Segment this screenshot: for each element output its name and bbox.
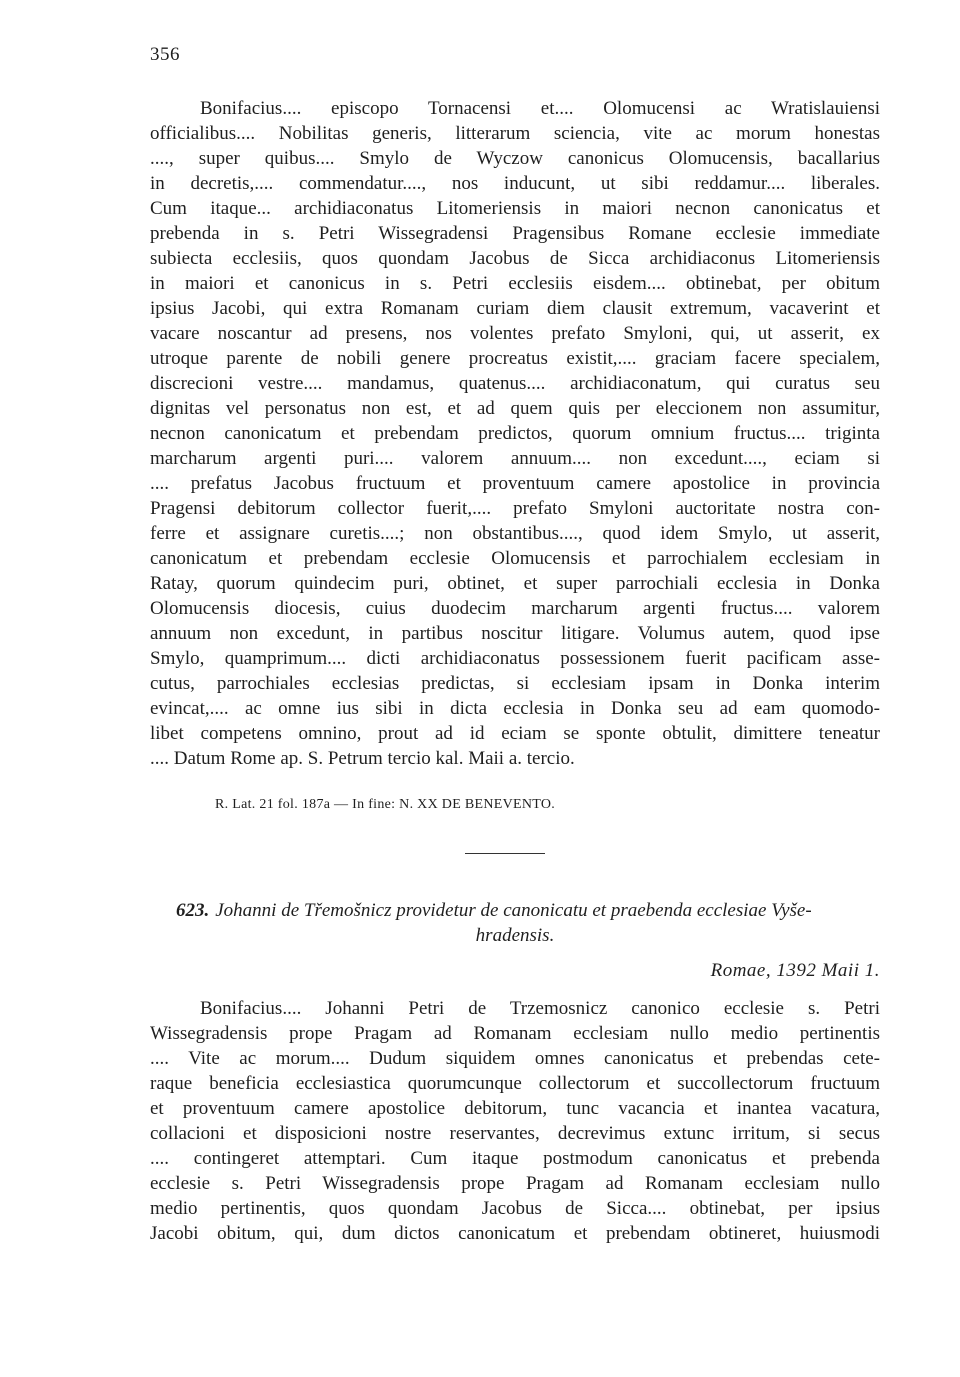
text-line: officialibus.... Nobilitas generis, litterarum sciencia, vite ac morum honestas <box>150 123 880 144</box>
text-line: discrecioni vestre.... mandamus, quatenus.... archidiaconatum, qui curatus seu <box>150 373 880 394</box>
text-line: Bonifacius.... episcopo Tornacensi et.... Olomucensi ac Wratislauiensi <box>200 98 880 119</box>
entry-623-body <box>150 996 880 1246</box>
text-line: ipsius Jacobi, qui extra Romanam curiam diem clausit extremum, vacaverint et <box>150 298 880 319</box>
text-line: medio pertinentis, quos quondam Jacobus de Sicca.... obtinebat, per ipsius <box>150 1198 880 1219</box>
text-line: Olomucensis diocesis, cuius duodecim marcharum argenti fructus.... valorem <box>150 598 880 619</box>
text-line: libet competens omnino, prout ad id eciam se sponte obtulit, dimittere teneatur <box>150 723 880 744</box>
entry-date: Romae, 1392 Maii 1. <box>710 960 880 981</box>
text-line: cutus, parrochiales ecclesias predictas, si ecclesiam ipsam in Donka interim <box>150 673 880 694</box>
entry-title: Johanni de Třemošnicz providetur de canonicatu et praebenda ecclesiae Vyše- <box>215 900 812 921</box>
entry-number: 623. <box>176 900 210 921</box>
text-line: raque beneficia ecclesiastica quorumcunque collectorum et succollectorum fructuum <box>150 1073 880 1094</box>
text-line: prebenda in s. Petri Wissegradensi Pragensibus Romane ecclesie immediate <box>150 223 880 244</box>
entry-title-line <box>150 898 880 923</box>
entry-622-body <box>150 96 880 771</box>
page-number: 356 <box>150 44 180 65</box>
text-line: ferre et assignare curetis....; non obstantibus...., quod idem Smylo, ut asserit, <box>150 523 880 544</box>
text-line: in decretis,.... commendatur...., nos inducunt, ut sibi reddamur.... liberales. <box>150 173 880 194</box>
text-line: annuum non excedunt, in partibus noscitur litigare. Volumus autem, quod ipse <box>150 623 880 644</box>
text-line: subiecta ecclesiis, quos quondam Jacobus de Sicca archidiaconus Litomeriensis <box>150 248 880 269</box>
section-divider <box>465 853 545 854</box>
text-line: et proventuum camere apostolice debitorum, tunc vacancia et inantea vacatura, <box>150 1098 880 1119</box>
text-line: Wissegradensis prope Pragam ad Romanam ecclesiam nullo medio pertinentis <box>150 1023 880 1044</box>
text-line: canonicatum et prebendam ecclesie Olomucensis et parrochialem ecclesiam in <box>150 548 880 569</box>
text-line: collacioni et disposicioni nostre reservantes, decrevimus extunc irritum, si secus <box>150 1123 880 1144</box>
text-line: .... prefatus Jacobus fructuum et proventuum camere apostolice in provincia <box>150 473 880 494</box>
entry-title-continuation: hradensis. <box>475 925 555 946</box>
source-note: R. Lat. 21 fol. 187a — In fine: N. XX DE BENEVENTO. <box>215 797 556 812</box>
entry-623-heading <box>150 898 880 948</box>
text-line: Cum itaque... archidiaconatus Litomeriensis in maiori necnon canonicatus et <box>150 198 880 219</box>
text-line: in maiori et canonicus in s. Petri ecclesiis eisdem.... obtinebat, per obitum <box>150 273 880 294</box>
text-line: utroque parente de nobili genere procreatus existit,.... graciam facere specialem, <box>150 348 880 369</box>
text-line: ecclesie s. Petri Wissegradensis prope Pragam ad Romanam ecclesiam nullo <box>150 1173 880 1194</box>
text-line: dignitas vel personatus non est, et ad quem quis per eleccionem non assumitur, <box>150 398 880 419</box>
text-line: Smylo, quamprimum.... dicti archidiaconatus possessionem fuerit pacificam asse- <box>150 648 880 669</box>
text-line: .... contingeret attemptari. Cum itaque postmodum canonicatus et prebenda <box>150 1148 880 1169</box>
text-line: vacare noscantur ad presens, nos volentes prefato Smyloni, qui, ut asserit, ex <box>150 323 880 344</box>
text-line: .... Vite ac morum.... Dudum siquidem omnes canonicatus et prebendas cete- <box>150 1048 880 1069</box>
text-line: Pragensi debitorum collector fuerit,.... prefato Smyloni auctoritate nostra con- <box>150 498 880 519</box>
text-line: evincat,.... ac omne ius sibi in dicta ecclesia in Donka seu ad eam quomodo- <box>150 698 880 719</box>
text-line: ...., super quibus.... Smylo de Wyczow canonicus Olomucensis, bacallarius <box>150 148 880 169</box>
text-line: marcharum argenti puri.... valorem annuum.... non excedunt...., eciam si <box>150 448 880 469</box>
text-line: Ratay, quorum quindecim puri, obtinet, et super parrochiali ecclesia in Donka <box>150 573 880 594</box>
text-line: necnon canonicatum et prebendam predictos, quorum omnium fructus.... triginta <box>150 423 880 444</box>
text-line: Jacobi obitum, qui, dum dictos canonicatum et prebendam obtineret, huiusmodi <box>150 1223 880 1244</box>
text-line: .... Datum Rome ap. S. Petrum tercio kal. Maii a. tercio. <box>150 748 575 769</box>
text-line: Bonifacius.... Johanni Petri de Trzemosnicz canonico ecclesie s. Petri <box>200 998 880 1019</box>
